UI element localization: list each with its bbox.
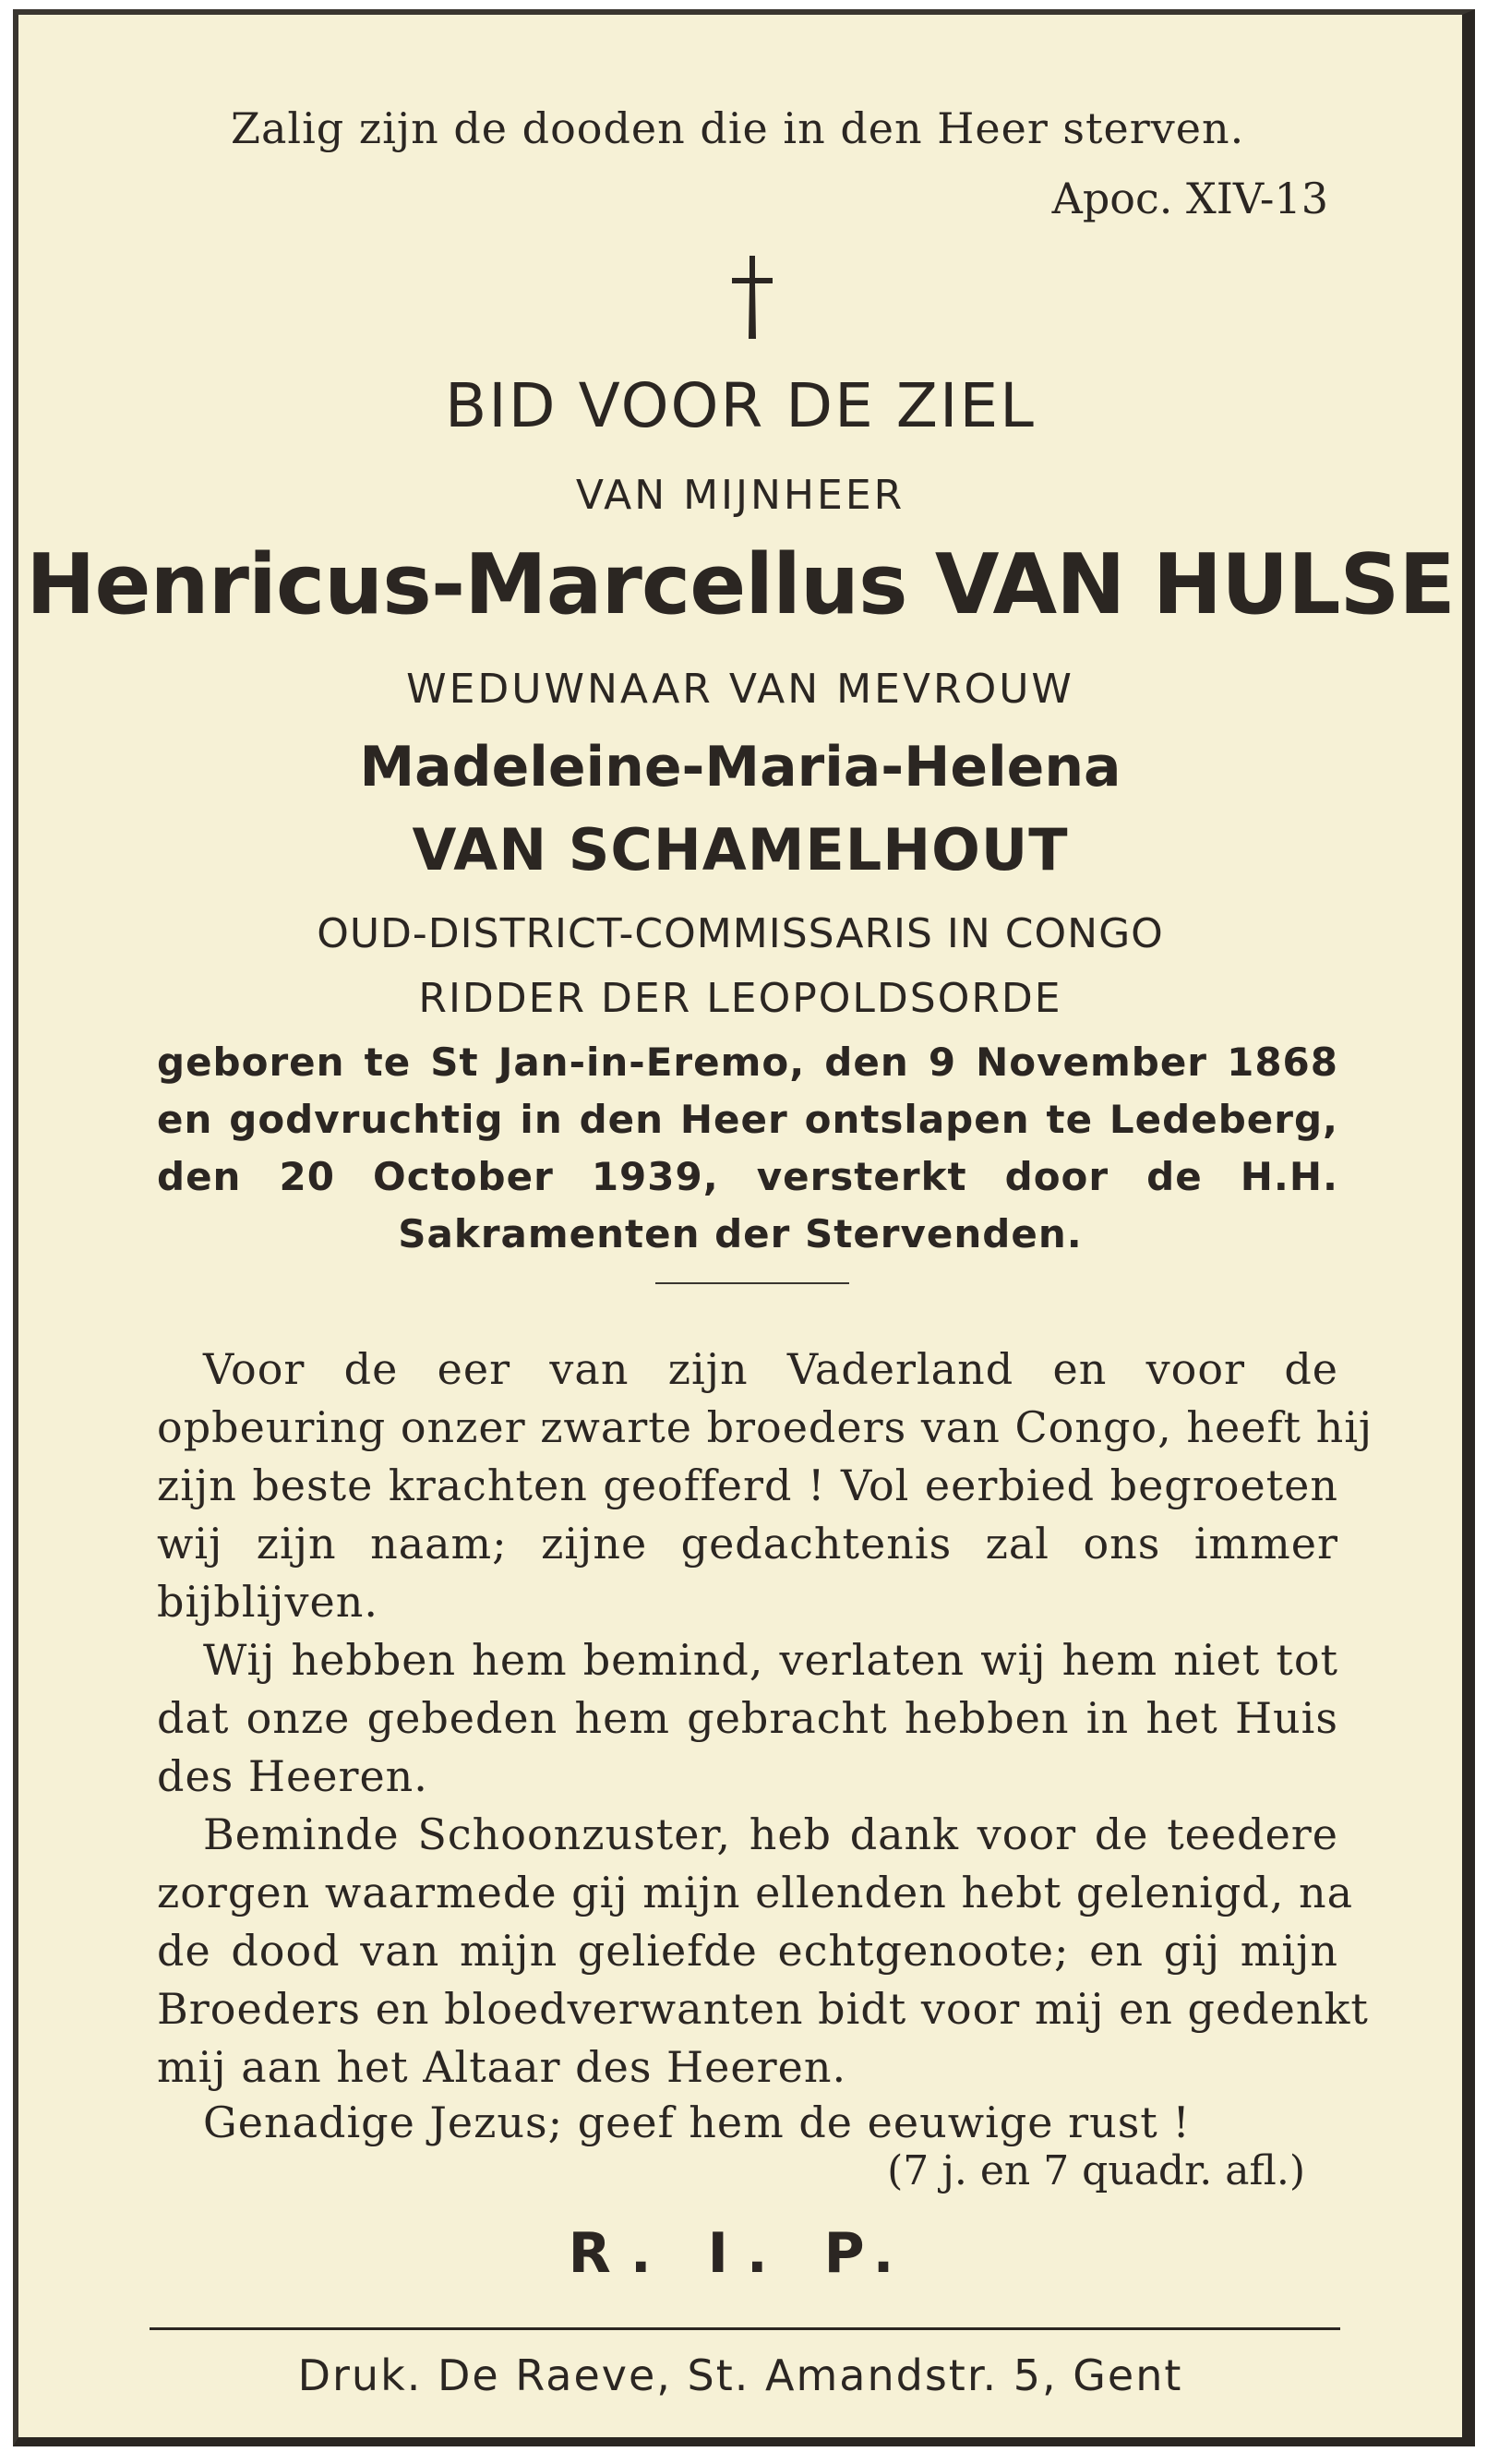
prose-line: Wij hebben hem bemind, verlaten wij hem niet tot bbox=[203, 1635, 1338, 1685]
wife-family-name: VAN SCHAMELHOUT bbox=[412, 816, 1069, 883]
bio-line: den 20 October 1939, versterkt door de H.H. bbox=[157, 1154, 1338, 1199]
wife-given-names: Madeleine-Maria-Helena bbox=[359, 735, 1121, 799]
prose-line: Broeders en bloedverwanten bidt voor mij en gedenkt bbox=[157, 1984, 1369, 2034]
latin-cross-icon bbox=[725, 250, 780, 343]
epigraph-text: Zalig zijn de dooden die in den Heer sterven. bbox=[231, 103, 1245, 153]
prose-line: opbeuring onzer zwarte broeders van Congo, heeft hij bbox=[157, 1402, 1373, 1452]
prose-line: des Heeren. bbox=[157, 1751, 428, 1801]
prose-line: Beminde Schoonzuster, heb dank voor de teedere bbox=[203, 1809, 1338, 1859]
bio-line: en godvruchtig in den Heer ontslapen te Ledeberg, bbox=[157, 1097, 1338, 1142]
prose-line: dat onze gebeden hem gebracht hebben in het Huis bbox=[157, 1693, 1338, 1743]
bio-line: Sakramenten der Stervenden. bbox=[398, 1211, 1083, 1256]
epigraph-reference: Apoc. XIV-13 bbox=[1051, 174, 1328, 223]
prose-line: mij aan het Altaar des Heeren. bbox=[157, 2042, 847, 2092]
prose-line: Voor de eer van zijn Vaderland en voor de bbox=[203, 1344, 1338, 1394]
bio-line: geboren te St Jan-in-Eremo, den 9 November 1868 bbox=[157, 1040, 1338, 1085]
prayer-line: Genadige Jezus; geef hem de eeuwige rust ! bbox=[203, 2097, 1191, 2147]
prose-line: zijn beste krachten geofferd ! Vol eerbied begroeten bbox=[157, 1460, 1338, 1510]
prose-line: wij zijn naam; zijne gedachtenis zal ons immer bbox=[157, 1519, 1338, 1569]
rip-text: R. I. P. bbox=[568, 2221, 913, 2286]
divider bbox=[655, 1282, 849, 1284]
heading-weduwnaar: WEDUWNAAR VAN MEVROUW bbox=[406, 666, 1074, 713]
title-ridder: RIDDER DER LEOPOLDSORDE bbox=[418, 975, 1062, 1022]
deceased-name: Henricus-Marcellus VAN HULSE bbox=[26, 536, 1455, 633]
prose-line: zorgen waarmede gij mijn ellenden hebt gelenigd, na bbox=[157, 1868, 1354, 1917]
indulgence-note: (7 j. en 7 quadr. afl.) bbox=[887, 2147, 1305, 2194]
footer-rule bbox=[150, 2327, 1340, 2330]
title-commissaris: OUD-DISTRICT-COMMISSARIS IN CONGO bbox=[317, 910, 1164, 957]
printer-credit: Druk. De Raeve, St. Amandstr. 5, Gent bbox=[297, 2350, 1183, 2400]
prose-line: bijblijven. bbox=[157, 1577, 379, 1627]
heading-bid: BID VOOR DE ZIEL bbox=[445, 370, 1036, 441]
memorial-card bbox=[13, 9, 1475, 2446]
prose-line: de dood van mijn geliefde echtgenoote; en gij mijn bbox=[157, 1926, 1338, 1976]
heading-van-mijnheer: VAN MIJNHEER bbox=[575, 472, 905, 519]
